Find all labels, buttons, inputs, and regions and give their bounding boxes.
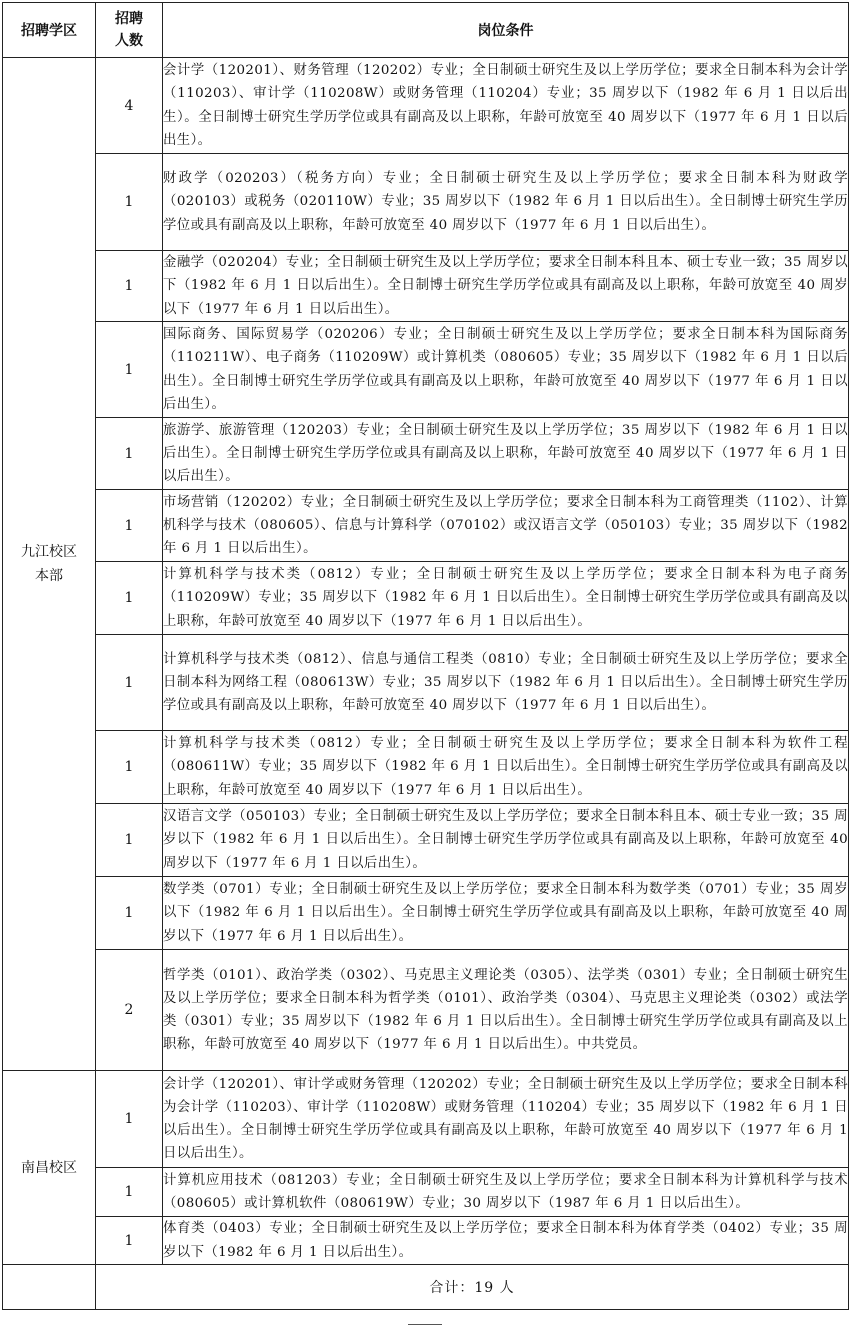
headcount-cell: 1 [96, 731, 163, 804]
conditions-cell: 汉语言文学（050103）专业；全日制硕士研究生及以上学历学位；要求全日制本科且本、硕士专业一致；35 周岁以下（1982 年 6 月 1 日以后出生）。全日制博士研究生学历学位或具有副高及以上职称，年龄可放宽至 40 周岁以下（1977 年 6 月 1 日以后出生）。 [163, 804, 849, 877]
page-divider [408, 1324, 442, 1325]
table-row [3, 322, 849, 418]
campus-nanchang [3, 1071, 96, 1265]
table-row [3, 562, 849, 635]
conditions-cell: 会计学（120201）、财务管理（120202）专业；全日制硕士研究生及以上学历学位；要求全日制本科为会计学（110203）、审计学（110208W）或财务管理（110204）专业；35 周岁以下（1982 年 6 月 1 日以后出生）。全日制博士研究生学历学位或具有副高及以上职称，年龄可放宽至 40 周岁以下（1977 年 6 月 1 日以后出生）。 [163, 58, 849, 154]
headcount-cell: 1 [96, 635, 163, 731]
table-row [3, 804, 849, 877]
headcount-cell: 1 [96, 418, 163, 490]
campus-subname: 本部 [35, 568, 63, 584]
headcount-cell: 1 [96, 1071, 163, 1168]
header-conditions: 岗位条件 [163, 3, 849, 58]
table-row [3, 1217, 849, 1265]
headcount-cell: 1 [96, 804, 163, 877]
table-row [3, 1071, 849, 1168]
table-row [3, 58, 849, 154]
conditions-cell: 体育类（0403）专业；全日制硕士研究生及以上学历学位；要求全日制本科为体育学类（0402）专业；35 周岁以下（1982 年 6 月 1 日以后出生）。 [163, 1217, 849, 1265]
conditions-cell: 计算机科学与技术类（0812）专业；全日制硕士研究生及以上学历学位；要求全日制本科为软件工程（080611W）专业；35 周岁以下（1982 年 6 月 1 日以后出生）。全日制博士研究生学历学位或具有副高及以上职称，年龄可放宽至 40 周岁以下（1977 年 6 月 1 日以后出生）。 [163, 731, 849, 804]
conditions-cell: 财政学（020203）（税务方向）专业；全日制硕士研究生及以上学历学位；要求全日制本科为财政学（020103）或税务（020110W）专业；35 周岁以下（1982 年 6 月 1 日以后出生）。全日制博士研究生学历学位或具有副高及以上职称，年龄可放宽至 40 周岁以下（1977 年 6 月 1 日以后出生）。 [163, 154, 849, 251]
campus-name: 南昌校区 [21, 1159, 77, 1176]
headcount-cell: 1 [96, 1217, 163, 1265]
total-cell: 合计：19 人 [96, 1265, 849, 1310]
headcount-cell: 1 [96, 251, 163, 322]
table-row [3, 1168, 849, 1217]
headcount-cell: 4 [96, 58, 163, 154]
headcount-cell: 1 [96, 322, 163, 418]
table-row [3, 154, 849, 251]
conditions-cell: 计算机科学与技术类（0812）专业；全日制硕士研究生及以上学历学位；要求全日制本科为电子商务（110209W）专业；35 周岁以下（1982 年 6 月 1 日以后出生）。全日制博士研究生学历学位或具有副高及以上职称，年龄可放宽至 40 周岁以下（1977 年 6 月 1 日以后出生）。 [163, 562, 849, 635]
headcount-cell: 1 [96, 1168, 163, 1217]
header-campus: 招聘学区 [3, 3, 96, 58]
header-count [96, 3, 163, 58]
recruitment-table [2, 2, 849, 1310]
conditions-cell: 市场营销（120202）专业；全日制硕士研究生及以上学历学位；要求全日制本科为工商管理类（1102）、计算机科学与技术（080605）、信息与计算科学（070102）或汉语言文学（050103）专业；35 周岁以下（1982 年 6 月 1 日以后出生）。 [163, 490, 849, 562]
headcount-cell: 2 [96, 950, 163, 1071]
conditions-cell: 计算机科学与技术类（0812）、信息与通信工程类（0810）专业；全日制硕士研究生及以上学历学位；要求全日制本科为网络工程（080613W）专业；35 周岁以下（1982 年 6 月 1 日以后出生）。全日制博士研究生学历学位或具有副高及以上职称，年龄可放宽至 40 周岁以下（1977 年 6 月 1 日以后出生）。 [163, 635, 849, 731]
table-row [3, 950, 849, 1071]
header-row [3, 3, 849, 58]
conditions-cell: 旅游学、旅游管理（120203）专业；全日制硕士研究生及以上学历学位；35 周岁以下（1982 年 6 月 1 日以后出生）。全日制博士研究生学历学位或具有副高及以上职称，年龄可放宽至 40 周岁以下（1977 年 6 月 1 日以后出生）。 [163, 418, 849, 490]
headcount-cell: 1 [96, 877, 163, 950]
headcount-cell: 1 [96, 562, 163, 635]
headcount-cell: 1 [96, 490, 163, 562]
table-row [3, 251, 849, 322]
table-row [3, 877, 849, 950]
conditions-cell: 哲学类（0101）、政治学类（0302）、马克思主义理论类（0305）、法学类（0301）专业；全日制硕士研究生及以上学历学位；要求全日制本科为哲学类（0101）、政治学类（0304）、马克思主义理论类（0302）或法学类（0301）专业；35 周岁以下（1982 年 6 月 1 日以后出生）。全日制博士研究生学历学位或具有副高及以上职称，年龄可放宽至 40 周岁以下（1977 年 6 月 1 日以后出生）。中共党员。 [163, 950, 849, 1071]
table-row [3, 490, 849, 562]
table-row [3, 635, 849, 731]
conditions-cell: 会计学（120201）、审计学或财务管理（120202）专业；全日制硕士研究生及以上学历学位；要求全日制本科为会计学（110203）、审计学（110208W）或财务管理（110204）专业；35 周岁以下（1982 年 6 月 1 日以后出生）。全日制博士研究生学历学位或具有副高及以上职称，年龄可放宽至 40 周岁以下（1977 年 6 月 1 日以后出生）。 [163, 1071, 849, 1168]
total-row [3, 1265, 849, 1310]
campus-name: 九江校区 [21, 544, 77, 560]
conditions-cell: 数学类（0701）专业；全日制硕士研究生及以上学历学位；要求全日制本科为数学类（0701）专业；35 周岁以下（1982 年 6 月 1 日以后出生）。全日制博士研究生学历学位或具有副高及以上职称，年龄可放宽至 40 周岁以下（1977 年 6 月 1 日以后出生）。 [163, 877, 849, 950]
conditions-cell: 国际商务、国际贸易学（020206）专业；全日制硕士研究生及以上学历学位；要求全日制本科为国际商务（110211W）、电子商务（110209W）或计算机类（080605）专业；35 周岁以下（1982 年 6 月 1 日以后出生）。全日制博士研究生学历学位或具有副高及以上职称，年龄可放宽至 40 周岁以下（1977 年 6 月 1 日以后出生）。 [163, 322, 849, 418]
conditions-cell: 金融学（020204）专业；全日制硕士研究生及以上学历学位；要求全日制本科且本、硕士专业一致；35 周岁以下（1982 年 6 月 1 日以后出生）。全日制博士研究生学历学位或具有副高及以上职称，年龄可放宽至 40 周岁以下（1977 年 6 月 1 日以后出生）。 [163, 251, 849, 322]
headcount-cell: 1 [96, 154, 163, 251]
table-row [3, 418, 849, 490]
table-row [3, 731, 849, 804]
conditions-cell: 计算机应用技术（081203）专业；全日制硕士研究生及以上学历学位；要求全日制本科为计算机科学与技术（080605）或计算机软件（080619W）专业；30 周岁以下（1987 年 6 月 1 日以后出生）。 [163, 1168, 849, 1217]
header-count-line2: 人数 [115, 33, 143, 49]
total-blank-cell [3, 1265, 96, 1310]
campus-jiujiang [3, 58, 96, 1071]
header-count-line1: 招聘 [115, 11, 143, 27]
